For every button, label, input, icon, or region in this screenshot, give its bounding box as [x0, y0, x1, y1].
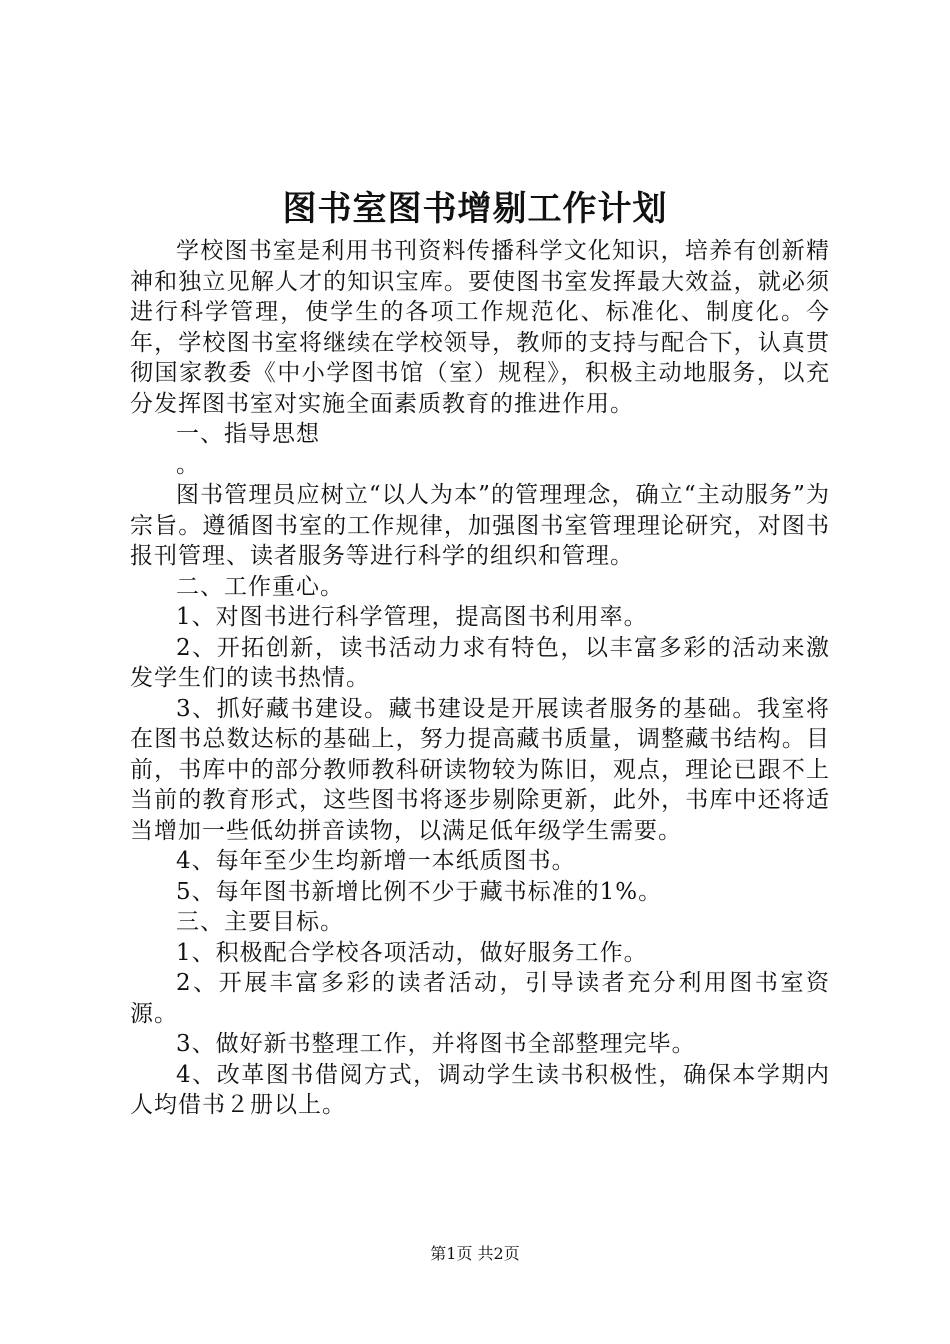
list-item-focus-4: 4、每年至少生均新增一本纸质图书。 [176, 848, 576, 874]
section-heading-guiding-thought: 一、指导思想 [176, 421, 320, 447]
list-item-focus-3: 3、抓好藏书建设。藏书建设是开展读者服务的基础。我室将在图书总数达标的基础上，努力提高藏书质量，调整藏书结构。目前，书库中的部分教师教科研读物较为陈旧，观点，理论已跟不上当前的教育形式，这些图书将逐步剔除更新，此外，书库中还将适当增加一些低幼拼音读物，以满足低年级学生需要。 [130, 695, 830, 844]
paragraph-guiding-thought: 图书管理员应树立“以人为本”的管理理念，确立“主动服务”为宗旨。遵循图书室的工作规律，加强图书室管理理论研究，对图书报刊管理、读者服务等进行科学的组织和管理。 [130, 482, 830, 569]
paragraph-stray-mark: 。 [176, 451, 200, 478]
list-item-focus-5: 5、每年图书新增比例不少于藏书标准的1%。 [176, 878, 663, 905]
list-item-goal-2: 2、开展丰富多彩的读者活动，引导读者充分利用图书室资源。 [130, 970, 830, 1027]
section-heading-main-goals: 三、主要目标。 [176, 909, 344, 935]
list-item-focus-2: 2、开拓创新，读书活动力求有特色，以丰富多彩的活动来激发学生们的读书热情。 [130, 634, 830, 691]
page-footer: 第1页 共2页 [430, 1244, 520, 1263]
document-body [130, 236, 830, 1121]
paragraph-intro: 学校图书室是利用书刊资料传播科学文化知识，培养有创新精神和独立见解人才的知识宝库。要使图书室发挥最大效益，就必须进行科学管理，使学生的各项工作规范化、标准化、制度化。今年，学校图书室将继续在学校领导，教师的支持与配合下，认真贯彻国家教委《中小学图书馆（室）规程》，积极主动地服务，以充分发挥图书室对实施全面素质教育的推进作用。 [130, 238, 830, 417]
list-item-goal-1: 1、积极配合学校各项活动，做好服务工作。 [176, 939, 648, 966]
document-title: 图书室图书增剔工作计划 [282, 189, 668, 229]
list-item-goal-4: 4、改革图书借阅方式，调动学生读书积极性，确保本学期内人均借书２册以上。 [130, 1061, 830, 1118]
list-item-focus-1: 1、对图书进行科学管理，提高图书利用率。 [176, 604, 648, 630]
section-heading-work-focus: 二、工作重心。 [176, 573, 344, 600]
list-item-goal-3: 3、做好新书整理工作，并将图书全部整理完毕。 [176, 1031, 696, 1057]
